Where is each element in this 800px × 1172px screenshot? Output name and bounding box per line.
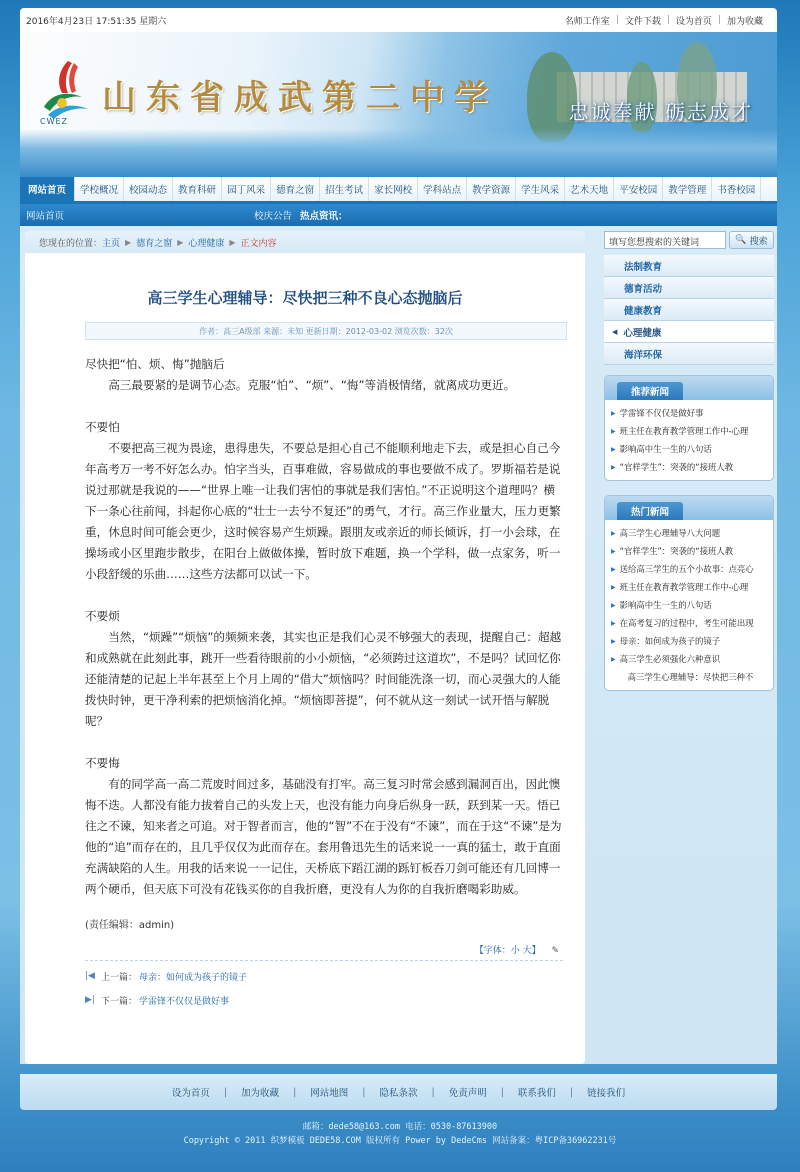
top-links (565, 14, 763, 27)
prev-article (85, 967, 585, 985)
sidebar-item-moral-activities[interactable]: 德育活动 (604, 277, 774, 299)
news-link[interactable]: 班主任在教育教学管理工作中-心理 (619, 582, 749, 592)
next-icon: ▶| (85, 995, 95, 1005)
search-input[interactable]: 填写您想搜索的关键词 (604, 231, 726, 249)
breadcrumb-moral-education[interactable]: 德育之窗 (136, 238, 173, 249)
nav-item-subject-sites[interactable]: 学科站点 (418, 177, 467, 201)
next-article-link[interactable]: 学雷锋不仅仅是做好事 (138, 996, 229, 1007)
separator: | (293, 1086, 297, 1098)
banner (20, 32, 777, 177)
divider (85, 960, 563, 961)
datetime: 2016年4月23日 17:51:35 星期六 (26, 16, 167, 27)
list-item[interactable] (611, 440, 773, 458)
top-bar (20, 8, 777, 32)
logo-text: CWEZ (40, 117, 69, 126)
bullet-icon: ▶ (611, 637, 616, 645)
separator: | (362, 1086, 366, 1098)
search-icon: 🔍 (735, 235, 747, 245)
top-link-bookmark[interactable]: 加为收藏 (726, 16, 763, 27)
sidebar-item-ocean-environment[interactable]: 海洋环保 (604, 343, 774, 365)
breadcrumb-current: 正文内容 (240, 238, 277, 249)
list-item[interactable] (611, 596, 773, 614)
footer-link-sitemap[interactable]: 网站地图 (310, 1088, 349, 1099)
sidebar-item-health-education[interactable]: 健康教育 (604, 299, 774, 321)
sidebar-item-label: 心理健康 (623, 327, 662, 339)
sub-bar (20, 204, 777, 226)
nav-item-moral-education[interactable]: 德育之窗 (271, 177, 320, 201)
nav-item-school-overview[interactable]: 学校概况 (75, 177, 124, 201)
breadcrumb-arrow-icon: ▶ (177, 237, 184, 247)
breadcrumb-arrow-icon: ▶ (125, 237, 132, 247)
hot-news-list (605, 520, 773, 690)
nav-item-book-campus[interactable]: 书香校园 (712, 177, 761, 201)
section-text: 有的同学高一高二荒废时间过多，基础没有打牢。高三复习时常会感到漏洞百出，因此懊悔不迭。人都没有能力拔着自己的头发上天，也没有能力向身后纵身一跃，跃到某一天。悟已往之不谏，知来者之可追。对于智者而言，他的“智”不在于没有“不谏”，而在于这“不谏”是为他的“追”而存在的，且几乎仅仅为此而存在。套用鲁迅先生的话来说一一真的猛士，敢于直面充满缺陷的人生。用我的话来说一一记住，天桥底下蹈江湖的跞钉板吞刀剑可能还有几回博一两个硬币，但天底下可没有花钱买你的自我折磨，更没有人为你的自我折磨喝彩助威。 (85, 777, 562, 896)
contact-info: 邮箱：dede58@163.com 电话：0530-87613900 (302, 1122, 498, 1132)
top-link-teacher-studio[interactable]: 名师工作室 (564, 16, 610, 27)
subbar-home-link[interactable]: 网站首页 (26, 211, 65, 222)
font-size-label[interactable]: 【字体：小 大】 (474, 946, 541, 956)
search-button-label: 搜索 (749, 236, 768, 247)
list-item[interactable] (611, 650, 773, 668)
news-link[interactable]: 学雷锋不仅仅是做好事 (619, 408, 704, 418)
sidebar-item-mental-health[interactable] (604, 321, 774, 343)
bullet-icon: ▶ (611, 409, 616, 417)
sidebar-nav (604, 255, 774, 365)
bullet-icon: ▶ (611, 601, 616, 609)
hot-news-title: 热门新闻 (617, 502, 683, 520)
breadcrumb-prefix: 您现在的位置： (39, 238, 103, 249)
prev-label: 上一篇： (100, 972, 137, 983)
nav-item-parent-school[interactable]: 家长网校 (369, 177, 418, 201)
spacer (85, 585, 563, 606)
top-link-downloads[interactable]: 文件下载 (624, 16, 661, 27)
separator: | (666, 15, 670, 25)
section-text: 当然，“烦躁”“烦恼”的频频来袭，其实也正是我们心灵不够强大的表现，提醒自己：超越和成熟就在此刻此事，跳开一些看待眼前的小小烦恼，“必须跨过这道坎”，不是吗？试回忆你还能清楚的记起上半年甚至上个月上周的“借大”烦恼吗？时间能洗涤一切，而心灵强大的人能拨快时钟，更干净利索的把烦恼消化掉。“烦恼即菩提”，何不就从这一刻试一试开悟与解脱呢？ (85, 630, 562, 728)
bullet-icon: ▶ (611, 583, 616, 591)
copyright (0, 1120, 800, 1148)
separator: | (431, 1086, 435, 1098)
section-heading: 不要悔 (85, 756, 120, 770)
sidebar (604, 231, 774, 691)
breadcrumb-mental-health[interactable]: 心理健康 (188, 238, 225, 249)
next-article (85, 991, 585, 1009)
banner-ground (20, 129, 777, 177)
list-item[interactable] (611, 632, 773, 650)
news-link[interactable]: 影响高中生一生的八句话 (619, 600, 712, 610)
list-item[interactable] (611, 524, 773, 542)
bullet-icon: ▶ (611, 529, 616, 537)
nav-item-admissions[interactable]: 招生考试 (320, 177, 369, 201)
subbar-notice-link[interactable]: 校庆公告 (254, 211, 293, 222)
footer-link-privacy[interactable]: 隐私条款 (379, 1088, 418, 1099)
recommend-news-box (604, 375, 774, 481)
footer-links (20, 1074, 777, 1110)
recommend-news-header (605, 376, 773, 400)
section-heading: 不要怕 (85, 420, 120, 434)
top-link-set-homepage[interactable]: 设为首页 (675, 16, 712, 27)
copyright-text: Copyright © 2011 织梦模板 DEDE58.COM 版权所有 Power by DedeCms 网站备案：粤ICP备36962231号 (183, 1136, 617, 1146)
nav-item-safe-campus[interactable]: 平安校园 (614, 177, 663, 201)
nav-item-arts[interactable]: 艺术天地 (565, 177, 614, 201)
list-item[interactable] (611, 422, 773, 440)
list-item[interactable] (611, 614, 773, 632)
separator: | (223, 1086, 228, 1098)
news-link[interactable]: 母亲：如何成为孩子的镜子 (619, 636, 721, 646)
article-editor: (责任编辑：admin) (85, 920, 175, 931)
bullet-icon: ▶ (611, 445, 616, 453)
list-item[interactable] (611, 668, 773, 686)
bullet-icon: ▶ (611, 565, 616, 573)
separator: | (717, 15, 721, 25)
news-link[interactable]: 在高考复习的过程中，考生可能出现 (619, 618, 754, 628)
arrow-left-icon: ◀ (612, 327, 618, 336)
section-heading: 不要烦 (85, 609, 120, 623)
footer-link-disclaimer[interactable]: 免责声明 (448, 1088, 487, 1099)
article-body (85, 354, 563, 900)
search-button[interactable] (729, 231, 774, 249)
recommend-news-list (605, 400, 773, 480)
pencil-icon: ✎ (551, 946, 559, 956)
news-link[interactable]: 影响高中生一生的八句话 (619, 444, 712, 454)
main-navigation (20, 177, 777, 204)
school-name-title: 山东省成武第二中学 (102, 78, 498, 118)
search-bar (604, 231, 774, 249)
list-item[interactable] (611, 458, 773, 476)
news-link[interactable]: 班主任在教育教学管理工作中-心理 (619, 426, 749, 436)
article-meta: 作者：高三A级部 来源：未知 更新日期：2012-03-02 浏览次数：32次 (85, 322, 567, 340)
section-text: 不要把高三视为畏途，患得患失，不要总是担心自己不能顺利地走下去，或是担心自己今年高考万一考不好怎么办。怕字当头，百事难做，容易做成的事也要做不成了。罗斯福若是说说过那就是我说的——“世界上唯一让我们害怕的事就是我们害怕。”不正说明这个道理吗？横下一条心往前闯，抖起你心底的“壮士一去兮不复还”的勇气，才行。高三作业量大，压力更繁重，休息时间可能会更少，这时候容易产生烦躁。跟朋友或亲近的师长倾诉，打一小会球，在操场或小区里跑步散步，在阳台上做做体操，暂时放下难题，换一个学科，做一点家务，听一小段舒缓的乐曲……这些方法都可以试一下。 (85, 441, 561, 581)
article-intro-heading: 尽快把“怕、烦、悔”抛脑后 (85, 357, 225, 371)
subbar-hot-label: 热点资讯： (300, 211, 348, 222)
nav-item-resources[interactable]: 教学资源 (467, 177, 516, 201)
nav-item-teachers[interactable]: 园丁风采 (222, 177, 271, 201)
news-link[interactable]: 送给高三学生的五个小故事：点亮心 (619, 564, 754, 574)
separator: | (615, 15, 619, 25)
page-wrapper (20, 8, 777, 1064)
bullet-icon: ▶ (611, 427, 616, 435)
bullet-icon: ▶ (611, 463, 616, 471)
sidebar-item-legal-education[interactable]: 法制教育 (604, 255, 774, 277)
list-item[interactable] (611, 560, 773, 578)
nav-item-student-style[interactable]: 学生风采 (516, 177, 565, 201)
footer-link-bookmark[interactable]: 加为收藏 (241, 1088, 280, 1099)
news-link[interactable]: 高三学生心理辅导：尽快把三种不 (627, 672, 754, 682)
news-link[interactable]: 高三学生必须强化六种意识 (619, 654, 721, 664)
bullet-icon: ▶ (611, 655, 616, 663)
news-link[interactable]: “官样学生”：突袭的“接班人教 (619, 462, 734, 472)
breadcrumb (25, 231, 585, 253)
news-link[interactable]: “官样学生”：突袭的“接班人教 (619, 546, 734, 556)
article-intro: 高三最要紧的是调节心态。克服“怕”、“烦”、“悔”等消极情绪，就离成功更近。 (108, 378, 516, 392)
breadcrumb-home[interactable]: 主页 (102, 238, 121, 249)
breadcrumb-arrow-icon: ▶ (229, 237, 236, 247)
nav-item-research[interactable]: 教育科研 (173, 177, 222, 201)
school-slogan: 忠诚奉献 砺志成才 (568, 100, 753, 124)
bullet-icon: ▶ (611, 547, 616, 555)
content-area (20, 226, 777, 1064)
list-item[interactable] (611, 542, 773, 560)
footer-link-contact[interactable]: 联系我们 (517, 1088, 556, 1099)
spacer (85, 396, 563, 417)
article-panel (25, 231, 585, 1064)
nav-item-home[interactable]: 网站首页 (20, 177, 75, 201)
prev-article-link[interactable]: 母亲：如何成为孩子的镜子 (138, 972, 247, 983)
hot-news-box (604, 495, 774, 691)
bullet-icon: ▶ (611, 619, 616, 627)
recommend-news-title: 推荐新闻 (617, 382, 683, 400)
spacer (85, 732, 563, 753)
next-label: 下一篇： (100, 996, 137, 1007)
footer-link-set-homepage[interactable]: 设为首页 (171, 1088, 210, 1099)
nav-item-campus-news[interactable]: 校园动态 (124, 177, 173, 201)
article-title: 高三学生心理辅导：尽快把三种不良心态抛脑后 (147, 289, 463, 307)
font-size-setting[interactable] (25, 943, 559, 956)
footer-link-links[interactable]: 链接我们 (587, 1088, 626, 1099)
hot-news-header (605, 496, 773, 520)
news-link[interactable]: 高三学生心理辅导八大问题 (619, 528, 721, 538)
prev-icon: |◀ (85, 971, 95, 981)
nav-item-teaching-management[interactable]: 教学管理 (663, 177, 712, 201)
list-item[interactable] (611, 404, 773, 422)
separator: | (569, 1086, 574, 1098)
list-item[interactable] (611, 578, 773, 596)
separator: | (500, 1086, 504, 1098)
